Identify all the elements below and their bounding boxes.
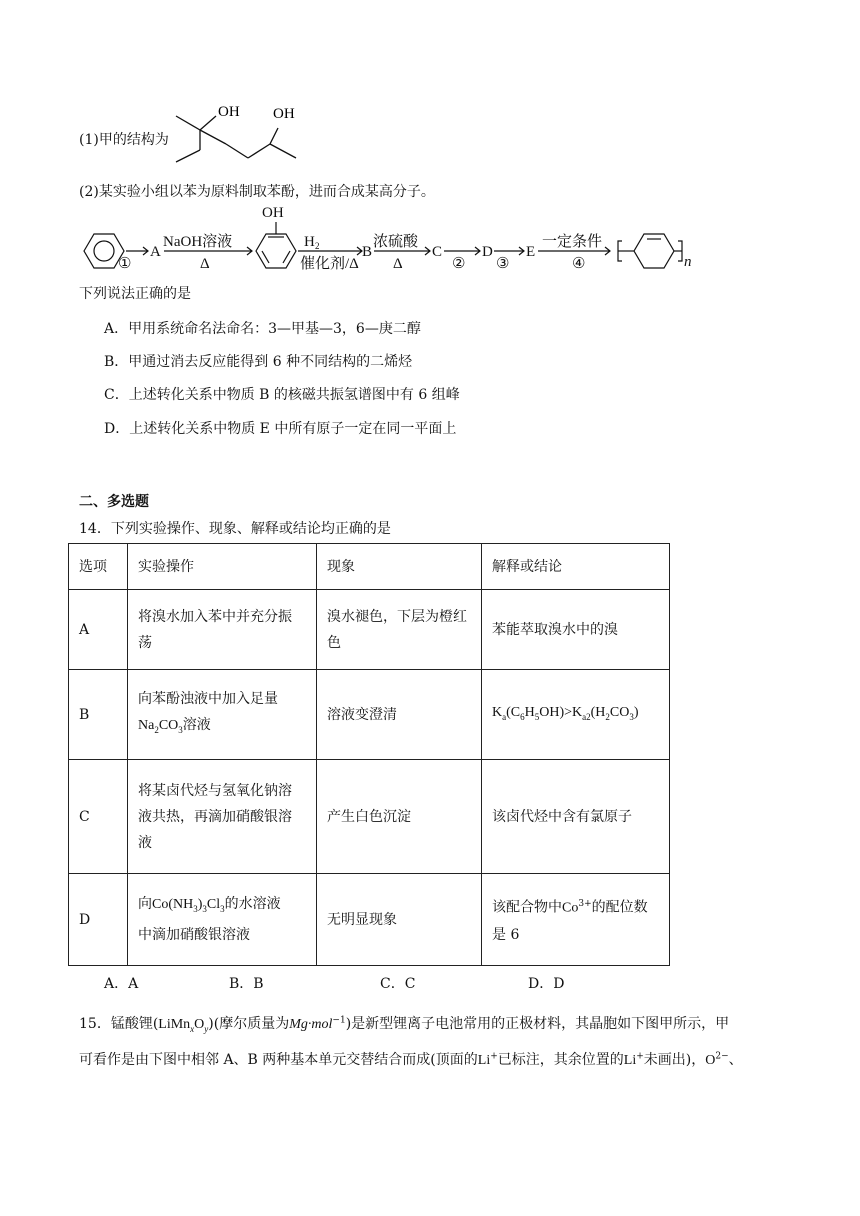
cell-option: C: [69, 760, 128, 874]
question-14-stem: 14．下列实验操作、现象、解释或结论均正确的是: [79, 521, 391, 537]
cell-phenomenon: 产生白色沉淀: [317, 760, 482, 874]
option-c: C．上述转化关系中物质 B 的核磁共振氢谱图中有 6 组峰: [104, 387, 460, 403]
header-cell: 选项: [69, 544, 128, 590]
label-d: D: [482, 244, 493, 260]
answer-d: D．D: [528, 976, 565, 992]
part1-label: (1)甲的结构为: [79, 132, 169, 148]
question-15-line1: 15．锰酸锂$(LiMn_xO_y)$(摩尔质量为Mg·mol$^{-1}$)是新型锂离子电池常用的正极材料，其晶胞如下图甲所示，甲: [79, 1015, 730, 1034]
h2-label: H: [304, 234, 315, 250]
cell-option: B: [69, 670, 128, 760]
reagent-naoh: NaOH溶液: [163, 234, 233, 250]
header-cell: 现象: [317, 544, 482, 590]
cell-operation: 向苯酚浊液中加入足量 $Na_2CO_3$溶液: [128, 670, 317, 760]
conc-h2so4: 浓硫酸: [373, 234, 419, 250]
delta1: Δ: [200, 256, 210, 272]
experiment-table: [68, 543, 670, 966]
option-d: D．上述转化关系中物质 E 中所有原子一定在同一平面上: [104, 421, 457, 437]
cell-conclusion: 该配合物中$Co^{3+}$的配位数 是 6: [482, 874, 670, 966]
cell-conclusion: $K_a(C_6H_5OH)>K_{a2}(H_2CO_3)$: [482, 670, 670, 760]
cell-phenomenon: 无明显现象: [317, 874, 482, 966]
option-a: A．甲用系统命名法命名：3—甲基—3，6—庚二醇: [104, 321, 421, 337]
label-a: A: [150, 244, 161, 260]
step2-circle: ②: [452, 256, 466, 272]
header-cell: 解释或结论: [482, 544, 670, 590]
cell-option: A: [69, 590, 128, 670]
step1-circle: ①: [118, 256, 132, 272]
cell-operation: 向$Co(NH_3)_3Cl_3$的水溶液 中滴加硝酸银溶液: [128, 874, 317, 966]
step4-circle: ④: [572, 256, 586, 272]
step3-circle: ③: [496, 256, 510, 272]
cell-conclusion: 该卤代烃中含有氯原子: [482, 760, 670, 874]
reaction-scheme: [76, 200, 696, 274]
catalyst: 催化剂/Δ: [300, 256, 359, 272]
option-b: B．甲通过消去反应能得到 6 种不同结构的二烯烃: [104, 354, 413, 370]
phenol-oh: OH: [262, 205, 284, 221]
answer-c: C．C: [380, 976, 416, 992]
question-13: 下列说法正确的是: [79, 286, 191, 302]
benzene-circle: [94, 241, 114, 261]
struct-jia-skeleton: [170, 100, 310, 166]
cell-option: D: [69, 874, 128, 966]
table-row: [69, 670, 670, 760]
cell-phenomenon: 溴水褪色，下层为橙红 色: [317, 590, 482, 670]
table-row: [69, 590, 670, 670]
cell-conclusion: 苯能萃取溴水中的溴: [482, 590, 670, 670]
part2-text: (2)某实验小组以苯为原料制取苯酚，进而合成某高分子。: [79, 184, 435, 200]
section-title: 二、多选题: [79, 494, 149, 510]
cell-operation: 将溴水加入苯中并充分振 荡: [128, 590, 317, 670]
h2-sub: 2: [315, 241, 320, 251]
header-cell: 实验操作: [128, 544, 317, 590]
label-b: B: [362, 244, 373, 260]
table-row: [69, 760, 670, 874]
table-row: [69, 874, 670, 966]
cell-phenomenon: 溶液变澄清: [317, 670, 482, 760]
polymer-n: n: [684, 254, 692, 270]
delta2: Δ: [393, 256, 403, 272]
question-15-line2: 可看作是由下图中相邻 A、B 两种基本单元交替结合而成(顶面的Li+已标注，其余位置的Li+未画出)，$O^{2-}$、: [79, 1051, 743, 1068]
table-header-row: [69, 544, 670, 590]
cell-operation: 将某卤代烃与氢氧化钠溶 液共热，再滴加硝酸银溶 液: [128, 760, 317, 874]
label-e: E: [526, 244, 536, 260]
label-c: C: [432, 244, 443, 260]
condition: 一定条件: [542, 234, 603, 250]
answer-b: B．B: [229, 976, 264, 992]
oh-label-right: OH: [273, 106, 295, 122]
answer-a: A．A: [104, 976, 139, 992]
oh-label-left: OH: [218, 104, 240, 120]
